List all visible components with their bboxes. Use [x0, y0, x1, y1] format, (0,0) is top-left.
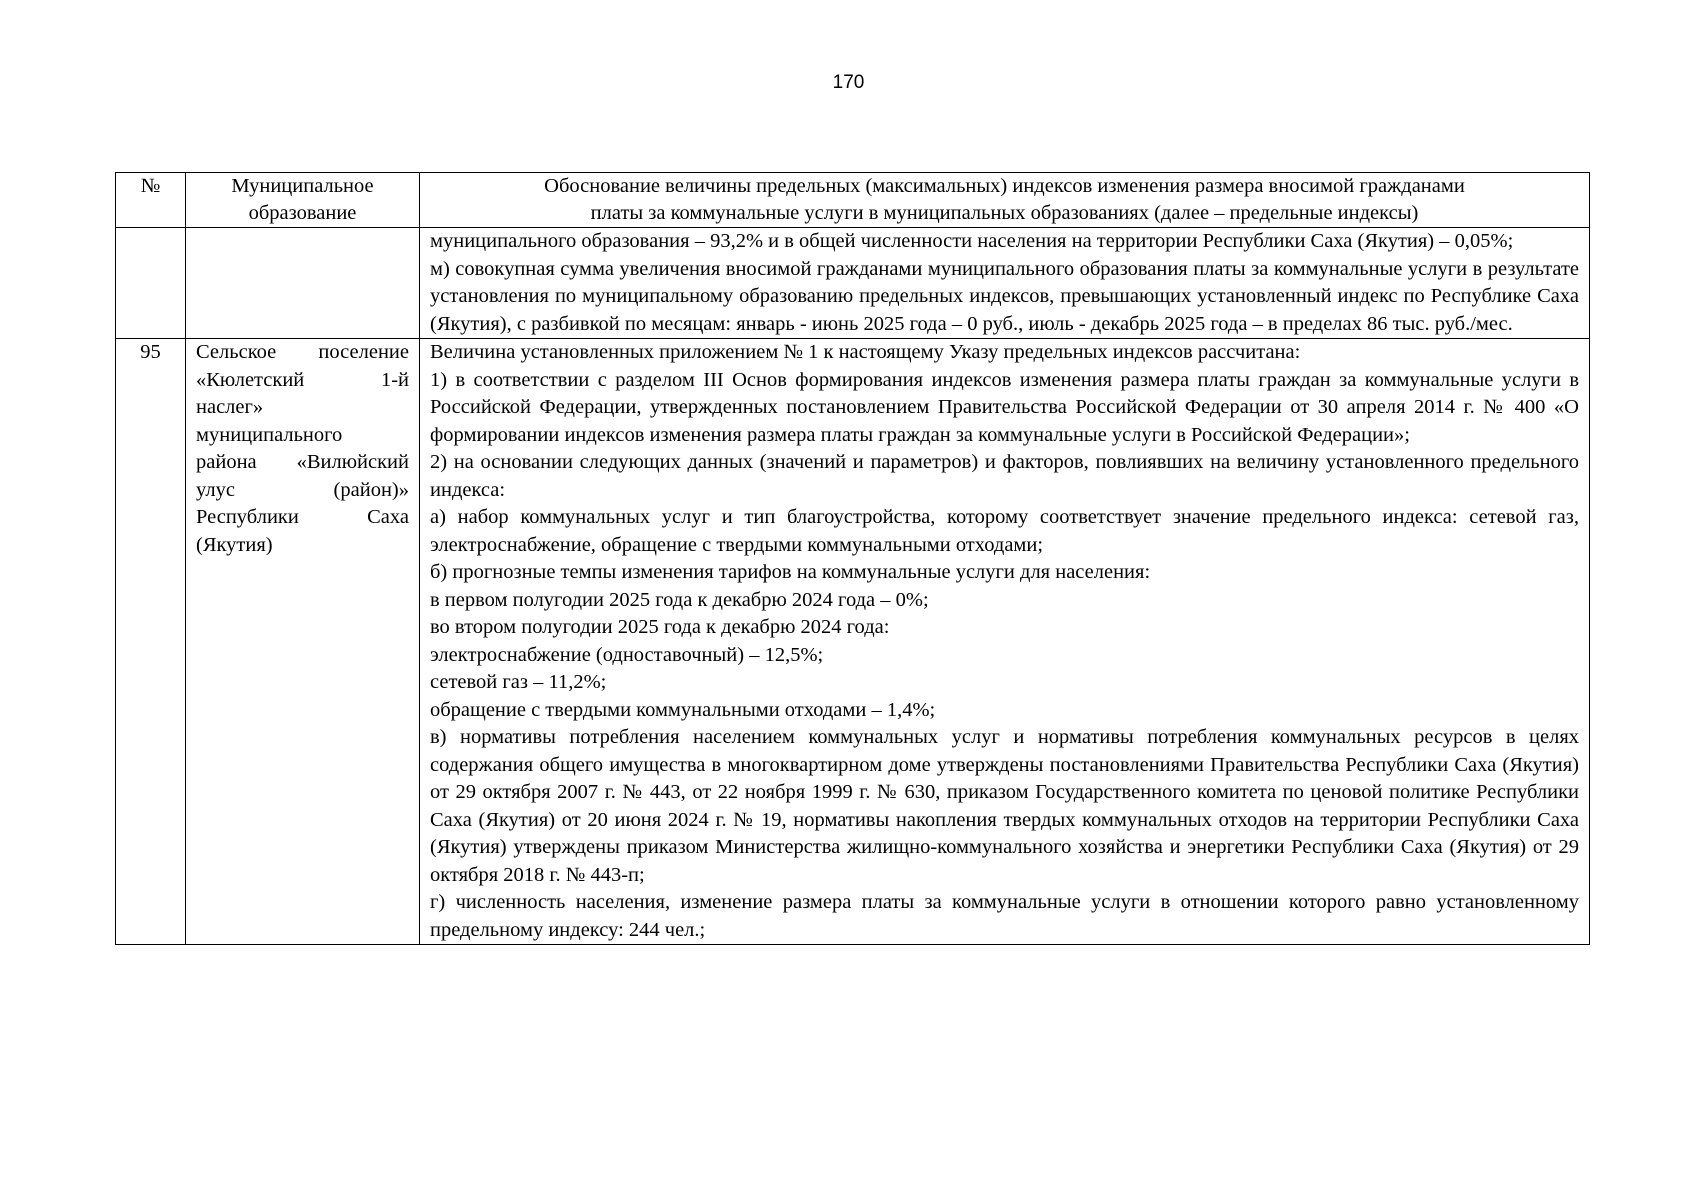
justification-paragraph: а) набор коммунальных услуг и тип благоустройства, которому соответствует значение предельного индекса: сетевой газ, электроснабжение, обращение с твердыми коммунальными отходами; [430, 506, 1579, 556]
municipality-line: (Якутия) [196, 533, 273, 556]
municipality-line: Республики Саха [196, 506, 409, 528]
municipality-line: улус (район)» [196, 478, 409, 501]
justification-paragraph: в первом полугодии 2025 года к декабрю 2024 года – 0%; [430, 588, 929, 611]
municipality-line: района «Вилюйский [196, 451, 409, 473]
header-number [116, 173, 186, 228]
table-row [116, 228, 1590, 339]
justification-paragraph: электроснабжение (одноставочный) – 12,5%; [430, 643, 824, 666]
header-justification-line: Обоснование величины предельных (максимальных) индексов изменения размера вносимой гражданами [544, 175, 1465, 197]
justification-paragraph: сетевой газ – 11,2%; [430, 671, 607, 693]
justification-paragraph: муниципального образования – 93,2% и в общей численности населения на территории Республики Саха (Якутия) – 0,05%; [430, 230, 1514, 252]
justification-paragraph: г) численность населения, изменение размера платы за коммунальные услуги в отношении которого равно установленному предельному индексу: 244 чел.; [430, 891, 1579, 941]
justification-cell [420, 339, 1590, 945]
justification-paragraph: в) нормативы потребления населением коммунальных услуг и нормативы потребления коммунальных ресурсов в целях содержания общего имущества в многоквартирном доме утверждены постановлениями Правительства Республики Саха (Якутия) от 29 октября 2007 г. № 443, от 22 ноября 1999 г. № 630, приказом Государственного комитета по ценовой политике Республики Саха (Якутия) от 20 июня 2024 г. № 19, нормативы накопления твердых коммунальных отходов на территории Республики Саха (Якутия) утверждены приказом Министерства жилищно-коммунального хозяйства и энергетики Республики Саха (Якутия) от 29 октября 2018 г. № 443-п; [430, 726, 1579, 886]
header-municipality-line: Муниципальное [231, 175, 374, 197]
justification-paragraph: Величина установленных приложением № 1 к настоящему Указу предельных индексов рассчитана: [430, 341, 1301, 363]
justification-paragraph: во втором полугодии 2025 года к декабрю 2024 года: [430, 616, 890, 638]
header-municipality-line: образование [248, 202, 357, 224]
municipality-line: «Кюлетский 1-й [196, 368, 409, 391]
justification-paragraph: 1) в соответствии с разделом III Основ формирования индексов изменения размера платы граждан за коммунальные услуги в Российской Федерации, утвержденных постановлением Правительства Российской Федерации от 30 апреля 2014 г. № 400 «О формировании индексов изменения размера платы граждан за коммунальные услуги в Российской Федерации»; [430, 368, 1579, 446]
row-number: 95 [140, 341, 161, 363]
justification-paragraph: обращение с твердыми коммунальными отходами – 1,4%; [430, 698, 936, 721]
justification-paragraph: б) прогнозные темпы изменения тарифов на коммунальные услуги для населения: [430, 561, 1151, 583]
municipality-line: Сельское поселение [196, 341, 409, 363]
header-municipality [186, 173, 420, 228]
justification-paragraph: 2) на основании следующих данных (значений и параметров) и факторов, повлиявших на величину установленного предельного индекса: [430, 451, 1579, 501]
municipality-line: муниципального [196, 423, 343, 446]
justification-cell [420, 228, 1590, 339]
municipality-line: наслег» [196, 396, 264, 418]
justification-paragraph: м) совокупная сумма увеличения вносимой гражданами муниципального образования платы за коммунальные услуги в результате установления по муниципальному образованию предельных индексов, превышающих установленный индекс по Республике Саха (Якутия), с разбивкой по месяцам: январь - июнь 2025 года – 0 руб., июль - декабрь 2025 года – в пределах 86 тыс. руб./мес. [430, 257, 1579, 335]
page-number: 170 [832, 72, 865, 93]
header-justification-line: платы за коммунальные услуги в муниципальных образованиях (далее – предельные индексы) [590, 202, 1419, 224]
indices-table [115, 172, 1590, 945]
municipality-cell [186, 339, 420, 945]
row-number-cell [116, 339, 186, 945]
header-number-label: № [140, 175, 161, 197]
table-row [116, 339, 1590, 945]
header-justification [420, 173, 1590, 228]
row-number-cell [116, 228, 186, 339]
municipality-cell [186, 228, 420, 339]
table-header-row [116, 173, 1590, 228]
